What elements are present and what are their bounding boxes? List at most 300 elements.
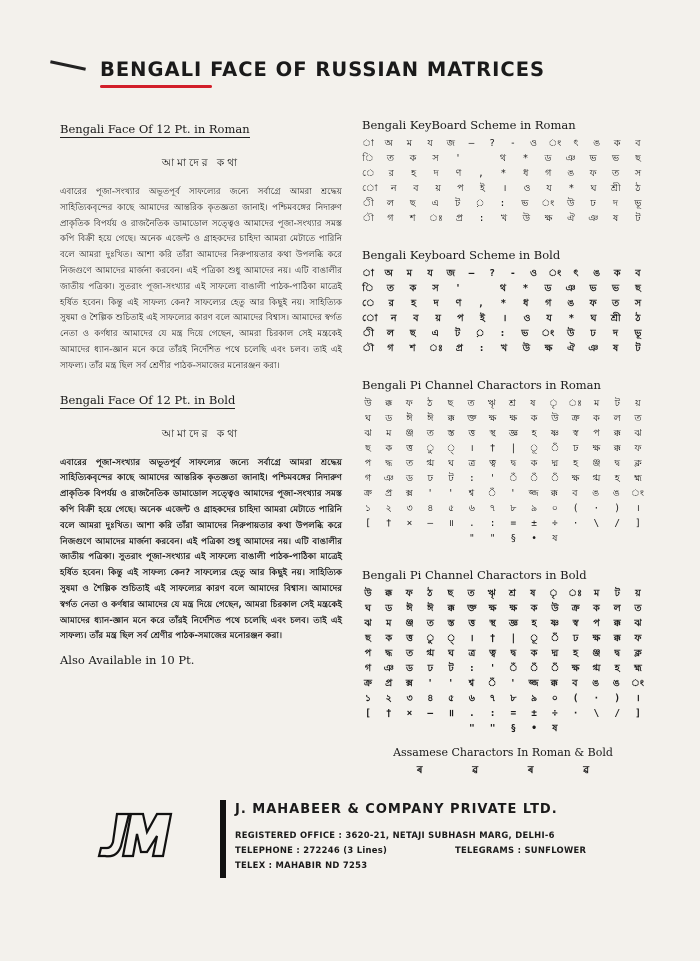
- grid-char: †: [489, 633, 496, 644]
- grid-char: =: [510, 708, 517, 719]
- grid-char: ৪: [427, 693, 434, 704]
- grid-char: ৩: [406, 503, 413, 514]
- telephone: TELEPHONE : 272246 (3 Lines): [235, 845, 388, 855]
- grid-char: ব: [572, 678, 578, 689]
- grid-char: [475, 281, 487, 296]
- grid-char: য: [546, 183, 552, 194]
- grid-char: ঢ: [590, 198, 596, 209]
- grid-char: ব: [572, 488, 578, 499]
- grid-char: ৫: [447, 693, 455, 704]
- grid-char: ড: [385, 603, 393, 614]
- grid-char: গ্ম: [426, 458, 435, 469]
- roman-sample: [60, 118, 342, 375]
- grid-char: ৬: [468, 503, 475, 514]
- grid-char: গ: [364, 473, 372, 484]
- grid-char: ±: [531, 708, 537, 719]
- pi-bold-grid: [362, 586, 644, 736]
- grid-char: [570, 531, 582, 546]
- grid-char: ব: [635, 268, 641, 279]
- grid-char: ো: [362, 183, 378, 194]
- title-dash-mark: [50, 60, 86, 70]
- grid-char: দ: [612, 198, 618, 209]
- grid-char: ভ: [589, 283, 597, 294]
- grid-char: ': [427, 488, 433, 499]
- grid-char: উ: [364, 398, 372, 409]
- assamese-char: ৱ: [583, 765, 590, 776]
- grid-char: স্থ: [489, 428, 496, 439]
- grid-char: *: [500, 298, 507, 309]
- grid-char: ূ: [529, 443, 539, 454]
- grid-char: ': [509, 488, 516, 499]
- grid-char: [611, 721, 623, 736]
- grid-char: া: [362, 138, 374, 149]
- grid-char: ঈ: [406, 603, 413, 614]
- grid-char: ঞ্জ: [592, 648, 601, 659]
- grid-row: [362, 471, 644, 486]
- grid-row: [362, 211, 644, 226]
- grid-char: *: [500, 168, 507, 179]
- grid-char: :: [489, 518, 496, 529]
- grid-char: ক: [613, 268, 621, 279]
- grid-char: ঙ: [593, 138, 601, 149]
- grid-row: [362, 646, 644, 661]
- grid-char: ত্ত: [406, 443, 413, 454]
- grid-char: ঞ্জ: [592, 458, 601, 469]
- grid-char: ড: [544, 153, 552, 164]
- grid-char: ি: [362, 153, 374, 164]
- grid-char: ·: [572, 518, 579, 529]
- grid-char: ক্ষ: [571, 663, 580, 674]
- grid-char: স্ব: [572, 618, 579, 629]
- grid-char: প্র: [385, 678, 393, 689]
- footer-divider: [220, 800, 226, 878]
- grid-char: ফ: [634, 633, 642, 644]
- grid-char: য: [546, 313, 552, 324]
- grid-char: ": [468, 723, 475, 734]
- grid-char: ঃ: [428, 213, 443, 224]
- grid-char: য়: [435, 183, 441, 194]
- grid-char: ঙ: [567, 168, 575, 179]
- grid-char: দ্ব: [614, 648, 621, 659]
- pi-roman-grid: [362, 396, 644, 546]
- grid-char: ছ: [635, 283, 641, 294]
- grid-char: (: [572, 503, 579, 514]
- registered-office: REGISTERED OFFICE : 3620-21, NETAJI SUBHASH MARG, DELHI-6: [235, 830, 555, 840]
- grid-char: ঘ: [448, 458, 454, 469]
- grid-char: ং: [541, 328, 555, 339]
- grid-char: ক্র: [571, 603, 580, 614]
- grid-char: অ: [384, 138, 393, 149]
- grid-char: [424, 721, 436, 736]
- grid-char: [: [365, 518, 371, 529]
- grid-char: ট: [448, 473, 454, 484]
- assamese-char: ৰ: [416, 765, 423, 776]
- grid-row: [362, 661, 644, 676]
- grid-char: ্: [446, 443, 456, 454]
- kb-bold-block: [362, 248, 644, 356]
- grid-char: ভ: [521, 198, 529, 209]
- grid-char: উ: [522, 343, 530, 354]
- grid-char: জ্ঞ: [508, 428, 518, 439]
- grid-char: া: [362, 268, 374, 279]
- grid-char: ·: [572, 708, 579, 719]
- grid-char: ং: [630, 488, 644, 499]
- grid-char: প: [364, 648, 372, 659]
- grid-char: ব: [413, 183, 419, 194]
- page-title: BENGALI FACE OF RUSSIAN MATRICES: [100, 58, 546, 81]
- grid-char: ।: [502, 313, 507, 324]
- grid-char: ়: [475, 328, 485, 339]
- grid-char: গ: [387, 213, 394, 224]
- assamese-chars: [362, 763, 644, 780]
- grid-char: শ: [409, 343, 416, 354]
- grid-char: ): [614, 693, 621, 704]
- grid-char: ]: [635, 518, 641, 529]
- also-available-note: Also Available in 10 Pt.: [60, 653, 195, 668]
- grid-row: [362, 706, 644, 721]
- grid-char: ক: [385, 633, 393, 644]
- grid-row: [362, 151, 644, 166]
- grid-char: দ্ধ: [385, 458, 393, 469]
- grid-char: ঈ: [427, 603, 434, 614]
- grid-row: [362, 631, 644, 646]
- grid-char: অ: [384, 268, 393, 279]
- grid-char: ছ: [409, 198, 416, 209]
- grid-row: [362, 501, 644, 516]
- grid-char: ষ্ণ: [550, 428, 560, 439]
- grid-char: স: [634, 168, 642, 179]
- grid-char: শ্ব: [468, 678, 475, 689]
- grid-char: ঢ: [427, 473, 433, 484]
- grid-char: র: [388, 298, 394, 309]
- grid-char: [611, 531, 623, 546]
- grid-char: ০: [551, 693, 558, 704]
- grid-char: ল: [613, 603, 621, 614]
- grid-row: [362, 281, 644, 296]
- grid-char: =: [510, 518, 517, 529]
- grid-char: র: [388, 168, 394, 179]
- grid-char: ॥: [448, 708, 454, 719]
- grid-char: স্ত: [447, 618, 455, 629]
- kb-bold-heading: Bengali Keyboard Scheme in Bold: [362, 248, 561, 262]
- right-column: [362, 118, 644, 780]
- grid-char: গ: [364, 663, 372, 674]
- roman-heading: Bengali Face Of 12 Pt. in Roman: [60, 122, 250, 136]
- grid-char: ঁ: [508, 473, 518, 484]
- grid-char: ঘ: [448, 648, 454, 659]
- grid-char: প: [593, 428, 600, 439]
- grid-char: দ: [612, 328, 618, 339]
- grid-char: শ্রী: [610, 183, 621, 194]
- grid-char: ষ: [552, 723, 558, 734]
- grid-char: হ্ম: [634, 473, 642, 484]
- grid-char: ক্ক: [613, 443, 621, 454]
- grid-char: জ: [446, 268, 455, 279]
- grid-char: ঐ: [567, 213, 575, 224]
- grid-char: ঢ: [590, 328, 596, 339]
- grid-char: হ: [531, 428, 537, 439]
- grid-char: ত: [386, 153, 395, 164]
- grid-row: [362, 326, 644, 341]
- grid-char: ঙ: [593, 268, 601, 279]
- grid-char: ঞ: [383, 473, 394, 484]
- grid-char: ": [489, 533, 496, 544]
- grid-char: :: [499, 198, 506, 209]
- grid-char: ু: [425, 633, 435, 644]
- grid-char: ': [455, 153, 461, 164]
- grid-char: ল: [386, 198, 394, 209]
- grid-char: ম: [386, 428, 392, 439]
- grid-char: গ: [545, 298, 552, 309]
- grid-char: দ্ব: [510, 458, 517, 469]
- grid-char: জ্জ: [528, 678, 539, 689]
- grid-char: ত: [634, 413, 642, 424]
- bold-paragraph: এবারের পূজা-সংখ্যার অভূতপূর্ব সাফল্যের জন্যে সর্বাগ্রে আমরা শ্রদ্ধেয় সাহিত্যিকবৃন্দের কাছে আমাদের আন্তরিক কৃতজ্ঞতা জানাই। পশ্চিমবঙ্গের নিদারুণ প্রাকৃতিক বিপর্যয় ও রাজনৈতিক ডামাডোল সত্ত্বেও আমাদের পূজা-সংখ্যার সমস্ত কপি বিক্রী হয়ে গেছে। অনেক এজেন্ট ও গ্রাহকদের চাহিদা আমরা মেটাতে পারিনি বলে আমরা দুঃখিত। আশা করি তাঁরা আমাদের নিরুপায়তার কথা উপলব্ধি করে নিজগুণে আমাদের মার্জনা করবেন। এই পত্রিকা শুধু আমাদের নয়। এটি বাঙালীর জাতীয় পত্রিকা। সুতরাং পূজা-সংখ্যার এই সাফল্যে বাঙালী পাঠক-পাঠিকা মাত্রেই হর্ষিত হবেন। কিন্তু এই সাফল্য কেন? সাফল্যের হেতু আর কিছুই নয়। সাহিত্যিক সুষমা ও শৈল্পিক শুচিতাই এই সাফল্যের কারণ বলে আমাদের বিশ্বাস। আমাদের স্বর্গত নেতা ও কর্ণধার আমাদের যে মন্ত্র দিয়ে গেছেন, আমরা চিরকাল সেই মন্ত্রকেই আমাদের ধ্যান-জ্ঞান মনে করে তাঁরই নির্দেশিত পথে চলেছি এবং চলব। তাই এই সাফল্য। তাঁর মন্ত্র ছিল সর্ব শ্রেণীর পাঠক-সমাজের মনোরঞ্জন করা।: [60, 457, 342, 642]
- grid-char: ': [427, 678, 433, 689]
- grid-char: ধ: [523, 168, 529, 179]
- grid-row: [362, 296, 644, 311]
- grid-char: ম: [594, 398, 600, 409]
- grid-char: *: [568, 183, 575, 194]
- grid-char: §: [510, 533, 517, 544]
- grid-row: [362, 601, 644, 616]
- grid-char: .: [468, 518, 475, 529]
- grid-char: ": [489, 723, 496, 734]
- grid-char: ৗ: [362, 213, 374, 224]
- grid-char: ত: [611, 298, 620, 309]
- grid-char: ট: [455, 198, 461, 209]
- grid-row: [362, 411, 644, 426]
- grid-char: স: [634, 298, 642, 309]
- grid-char: ও: [523, 183, 531, 194]
- grid-char: ঁ: [529, 473, 539, 484]
- grid-char: ত্ব: [489, 458, 496, 469]
- grid-char: ঙ: [592, 488, 600, 499]
- grid-char: ং: [541, 198, 555, 209]
- grid-char: ৯: [531, 693, 538, 704]
- grid-char: উ: [551, 413, 559, 424]
- grid-char: স: [432, 283, 439, 294]
- grid-char: [362, 721, 374, 736]
- grid-char: ়: [475, 198, 485, 209]
- grid-row: [362, 196, 644, 211]
- bold-heading: Bengali Face Of 12 Pt. in Bold: [60, 392, 236, 407]
- grid-char: ॥: [448, 518, 454, 529]
- grid-char: ী: [362, 198, 374, 209]
- grid-char: ): [614, 503, 621, 514]
- grid-row: [362, 441, 644, 456]
- grid-char: থ: [499, 153, 507, 164]
- grid-char: এ: [431, 198, 439, 209]
- grid-char: স্থ: [489, 618, 496, 629]
- grid-char: ': [489, 663, 496, 674]
- grid-char: ড: [544, 283, 552, 294]
- grid-char: |: [510, 633, 517, 644]
- assamese-block: [362, 746, 644, 780]
- grid-char: ু: [425, 443, 435, 454]
- grid-char: প্র: [455, 343, 463, 354]
- grid-char: ত: [405, 648, 414, 659]
- grid-char: ।: [470, 633, 474, 644]
- grid-char: ট: [448, 663, 454, 674]
- grid-char: ফ: [634, 443, 642, 454]
- grid-char: [362, 531, 374, 546]
- grid-char: ±: [531, 518, 537, 529]
- grid-char: ৗ: [362, 343, 374, 354]
- grid-row: [362, 516, 644, 531]
- grid-char: †: [385, 708, 392, 719]
- grid-char: ': [489, 473, 496, 484]
- grid-char: ত: [611, 168, 620, 179]
- grid-char: ত: [467, 398, 475, 409]
- grid-char: [383, 721, 395, 736]
- grid-char: ?: [489, 138, 495, 149]
- grid-char: ি: [362, 283, 374, 294]
- grid-row: [362, 531, 644, 546]
- grid-char: ': [509, 678, 516, 689]
- grid-char: প: [593, 618, 600, 629]
- grid-char: হ: [411, 168, 417, 179]
- grid-char: প: [364, 458, 372, 469]
- grid-char: ।: [636, 503, 640, 514]
- grid-char: ÷: [552, 518, 558, 529]
- grid-row: [362, 341, 644, 356]
- roman-paragraph: এবারের পূজা-সংখ্যার অভূতপূর্ব সাফল্যের জন্যে সর্বাগ্রে আমরা শ্রদ্ধেয় সাহিত্যিকবৃন্দের কাছে আমাদের আন্তরিক কৃতজ্ঞতা জানাই। পশ্চিমবঙ্গের নিদারুণ প্রাকৃতিক বিপর্যয় ও রাজনৈতিক ডামাডোল সত্ত্বেও আমাদের পূজা-সংখ্যার সমস্ত কপি বিক্রী হয়ে গেছে। অনেক এজেন্ট ও গ্রাহকদের চাহিদা আমরা মেটাতে পারিনি বলে আমরা দুঃখিত। আশা করি তাঁরা আমাদের নিরুপায়তার কথা উপলব্ধি করে নিজগুণে আমাদের মার্জনা করবেন। এই পত্রিকা শুধু আমাদের নয়। এটি বাঙালীর জাতীয় পত্রিকা। সুতরাং পূজা-সংখ্যার এই সাফল্যে বাঙালী পাঠক-পাঠিকা মাত্রেই হর্ষিত হবেন। কিন্তু এই সাফল্য কেন? সাফল্যের হেতু আর কিছুই নয়। সাহিত্যিক সুষমা ও শৈল্পিক শুচিতাই এই সাফল্যের কারণ বলে আমাদের বিশ্বাস। আমাদের স্বর্গত নেতা ও কর্ণধার আমাদের যে মন্ত্র দিয়ে গেছেন, আমরা চিরকাল সেই মন্ত্রকেই আমাদের ধ্যান-জ্ঞান মনে করে তাঁরই নির্দেশিত পথে চলেছি এবং চলব। তাই এই সাফল্য। তাঁর মন্ত্র ছিল সর্ব শ্রেণীর পাঠক-সমাজের মনোরঞ্জন করা।: [60, 187, 342, 371]
- grid-char: —: [468, 138, 475, 149]
- telex: TELEX : MAHABIR ND 7253: [235, 860, 368, 870]
- grid-row: [362, 616, 644, 631]
- grid-char: ক্ষ: [509, 603, 518, 614]
- grid-char: §: [510, 723, 517, 734]
- grid-char: ক: [530, 603, 538, 614]
- pi-bold-block: [362, 568, 644, 736]
- grid-char: ক্ক: [447, 603, 455, 614]
- grid-char: খ: [500, 343, 508, 354]
- grid-char: ফ: [589, 168, 597, 179]
- grid-row: [362, 181, 644, 196]
- grid-char: শ্র: [508, 398, 516, 409]
- assamese-char: ৱ: [472, 765, 479, 776]
- grid-char: ক্স: [405, 488, 413, 499]
- grid-char: ঢ: [427, 663, 433, 674]
- grid-char: ঃ: [428, 343, 443, 354]
- grid-char: ক্ক: [613, 618, 621, 629]
- grid-char: -: [509, 138, 516, 149]
- grid-char: ৩: [406, 693, 413, 704]
- grid-char: [570, 721, 582, 736]
- grid-char: ক্ষ: [571, 473, 580, 484]
- grid-char: ত্ব: [489, 648, 496, 659]
- grid-row: [362, 396, 644, 411]
- grid-char: ং: [548, 268, 562, 279]
- grid-char: ঁ: [550, 633, 560, 644]
- grid-char: ই: [480, 183, 485, 194]
- grid-char: ক: [530, 458, 538, 469]
- grid-char: [632, 531, 644, 546]
- grid-char: ভ: [611, 153, 620, 164]
- grid-char: ': [447, 488, 454, 499]
- grid-char: ×: [406, 518, 413, 529]
- grid-char: ই: [480, 313, 485, 324]
- grid-char: ক্ল: [634, 648, 642, 659]
- company-name: J. MAHABEER & COMPANY PRIVATE LTD.: [235, 802, 558, 817]
- grid-char: /: [614, 708, 621, 719]
- grid-char: ঞ্জ: [405, 428, 414, 439]
- grid-char: থ: [499, 283, 507, 294]
- grid-char: *: [568, 313, 575, 324]
- grid-char: ং: [548, 138, 562, 149]
- telegrams: TELEGRAMS : SUNFLOWER: [455, 845, 587, 855]
- grid-char: ।: [636, 693, 640, 704]
- grid-char: ষ: [612, 213, 619, 224]
- grid-char: উ: [566, 198, 575, 209]
- grid-row: [362, 676, 644, 691]
- grid-char: ত: [386, 283, 395, 294]
- grid-char: ষ্ণ: [550, 618, 560, 629]
- footer: [95, 800, 615, 880]
- grid-char: ক: [593, 603, 600, 614]
- grid-char: ঘ: [590, 183, 597, 194]
- grid-char: ব: [413, 313, 419, 324]
- grid-char: [404, 721, 416, 736]
- grid-char: য়: [635, 588, 641, 599]
- grid-char: ।: [470, 443, 474, 454]
- grid-char: ৎ: [573, 138, 579, 149]
- grid-char: ষ: [612, 343, 619, 354]
- grid-char: *: [522, 283, 529, 294]
- grid-char: ট: [635, 343, 641, 354]
- grid-char: ·: [593, 693, 600, 704]
- grid-char: ্: [446, 633, 456, 644]
- grid-char: ষ: [552, 533, 558, 544]
- grid-char: ০: [551, 503, 558, 514]
- grid-char: য: [427, 138, 433, 149]
- grid-char: ঢ: [572, 443, 579, 454]
- grid-char: :: [478, 343, 485, 354]
- grid-char: /: [614, 518, 621, 529]
- grid-char: ×: [406, 708, 413, 719]
- grid-char: ৭: [489, 693, 496, 704]
- grid-char: ক: [409, 153, 417, 164]
- grid-char: ক্ক: [385, 588, 393, 599]
- bold-subheading: আমাদের কথা: [161, 427, 241, 440]
- grid-char: ক্র: [364, 678, 372, 689]
- grid-row: [362, 586, 644, 601]
- grid-char: ে: [362, 298, 375, 309]
- grid-char: এ: [431, 328, 439, 339]
- grid-char: হ: [614, 663, 620, 674]
- grid-char: ঁ: [508, 663, 518, 674]
- grid-char: [424, 531, 436, 546]
- grid-char: ।: [502, 183, 507, 194]
- grid-char: ২: [385, 503, 392, 514]
- grid-char: ঝ: [634, 618, 642, 629]
- grid-char: ": [468, 533, 475, 544]
- grid-row: [362, 691, 644, 706]
- grid-char: ফ: [589, 298, 597, 309]
- grid-char: শ্র: [508, 588, 516, 599]
- bold-sample: [60, 389, 342, 646]
- kb-bold-grid: [362, 266, 644, 356]
- grid-char: য়: [635, 398, 641, 409]
- grid-char: ': [447, 678, 454, 689]
- grid-char: ঙ: [612, 678, 620, 689]
- grid-char: –: [427, 518, 434, 529]
- grid-char: ক: [385, 443, 393, 454]
- grid-char: •: [531, 723, 537, 734]
- grid-row: [362, 266, 644, 281]
- grid-char: ছ: [447, 398, 454, 409]
